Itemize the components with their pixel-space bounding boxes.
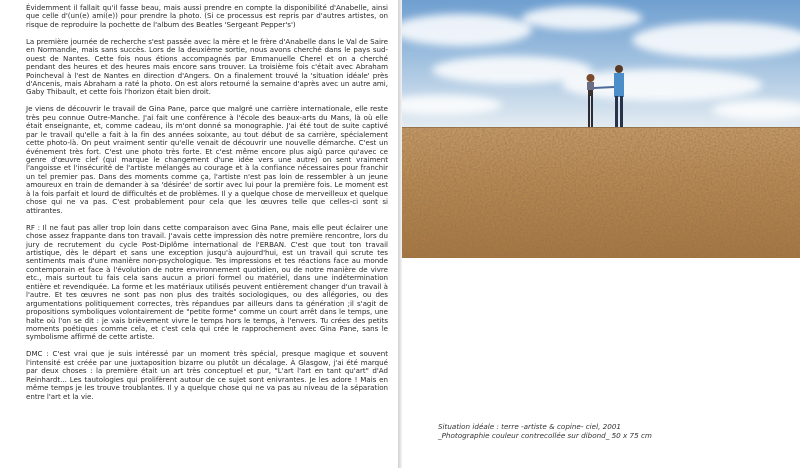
paragraph-rf: RF : Il ne faut pas aller trop loin dans cette comparaison avec Gina Pane, mais elle peut éclairer une chose assez frappante dans ton travail. J'avais cette impression dès notre première rencontre, lors du jury de recrutement du cycle Post-Diplôme international de l'ERBAN. C'est que tout ton travail artistique, dès le départ et sans une exception jusqu'à aujourd'hui, est un travail qui scrute tes sentiments mais d'une manière non-psychologique. Tes impressions et tes réactions face au monde contemporain et face à l'évolution de notre environnement quotidien, ou de notre manière de vivre etc., mais surtout tu fais cela sans aucun a priori formel ou matériel, dans une indétermination entière et revendiquée. La forme et les matériaux utilisés peuvent entièrement changer d'un travail à l'autre. Et tes œuvres ne sont pas non plus des traités sociologiques, ou des allégories, ou des argumentations politiquement correctes, très répandues par ailleurs dans ta génération ;il s'agit de propositions symboliques volontairement de "petite forme" comme un court arrêt dans le temps, une halte où l'on se dit : je vais brièvement vivre le temps hors le temps, à l'envers. Tu crées des petits moments poétiques comme cela, et c'est cela qui crée le rapprochement avec Gina Pane, sans le symbolisme affirmé de cette artiste. xyxy=(26,222,388,342)
caption-meta: _Photographie couleur contrecollée sur dibond_ 50 x 75 cm xyxy=(438,431,652,440)
paragraph-search: La première journée de recherche s'est passée avec la mère et le frère d'Anabelle dans le Val de Saire en Normandie, mais sans succès. Lors de la deuxième sortie, nous avons cherché dans le pays sud-ouest de Nantes. Cette fois nous étions accompagnés par Emmanuelle Cherel et on a cherché pendant des heures et des heures mais encore sans trouver. La troisième fois c'était avec Abraham Poincheval à l'est de Nantes en direction d'Angers. On a finalement trouvé la 'situation idéale' près d'Ancenis, mais Abraham a raté la photo. On est alors retourné la semaine d'après avec un autre ami, Gaby Thibault, et cette fois l'horizon était bien droit. xyxy=(26,36,388,97)
photo-caption xyxy=(438,422,778,440)
right-page xyxy=(402,0,800,468)
left-page xyxy=(0,0,398,468)
paragraph-gina-pane: Je viens de découvrir le travail de Gina Pane, parce que malgré une carrière internationale, elle reste très peu connue Outre-Manche. J'ai fait une conférence à l'école des beaux-arts du Mans, là où elle était enseignante, et, comme cadeau, ils m'ont donné sa monographie. J'ai été tout de suite captivé par le travail qu'elle a fait à la fin des années soixante, au tout début de sa carrière, spécialement cette photo-là. On peut vraiment sentir qu'elle venait de découvrir une nouvelle démarche. C'est un événement très fort. C'est une photo très forte. Et c'est même encore plus aigü parce qu'avec ce genre d'œuvre clef (qui marque le changement d'une idée vers une autre) on sent vraiment l'angoisse et l'insécurité de l'artiste mélangés au courage et à la confiance nécessaires pour franchir un tel premier pas. Dans des moments comme ça, l'artiste n'est pas loin de ressembler à un jeune amoureux en train de demander à sa 'désirée' de sortir avec lui pour la première fois. Le moment est à la fois parfait et lourd de difficultés et de problèmes. Il y a quelque chose de merveilleux et quelque chose qui ne va pas. C'est probablement pour cela que les œuvres telle que celles-ci sont si attirantes. xyxy=(26,104,388,215)
paragraph-dmc: DMC : C'est vrai que je suis intéressé par un moment très spécial, presque magique et souvent l'intensité est créée par une juxtaposition bizarre ou plutôt un décalage. À Glasgow, j'ai été marqué par deux choses : la première était un art très conceptuel et pur, "L'art l'art en tant qu'art" d'Ad Reinhardt... Les tautologies qui prolifèrent autour de ce sujet sont enivrantes. Je les adore ! Mais en même temps je les trouve troublantes. Il y a quelque chose qui ne va pas au niveau de la séparation entre l'art et la vie. xyxy=(26,349,388,401)
paragraph-intro: Évidemment il fallait qu'il fasse beau, mais aussi prendre en compte la disponibilité d'Anabelle, ainsi que celle d'(un(e) ami(e)) pour prendre la photo. (Si ce processus est repris par d'autres artistes, on risque de reproduire la pochette de l'album des Beatles 'Sergeant Pepper's') xyxy=(26,3,388,29)
caption-title: Situation idéale : terre -artiste & copine- ciel, 2001 xyxy=(438,422,621,431)
field-sky-image xyxy=(402,0,800,258)
artwork-photo xyxy=(402,0,800,258)
